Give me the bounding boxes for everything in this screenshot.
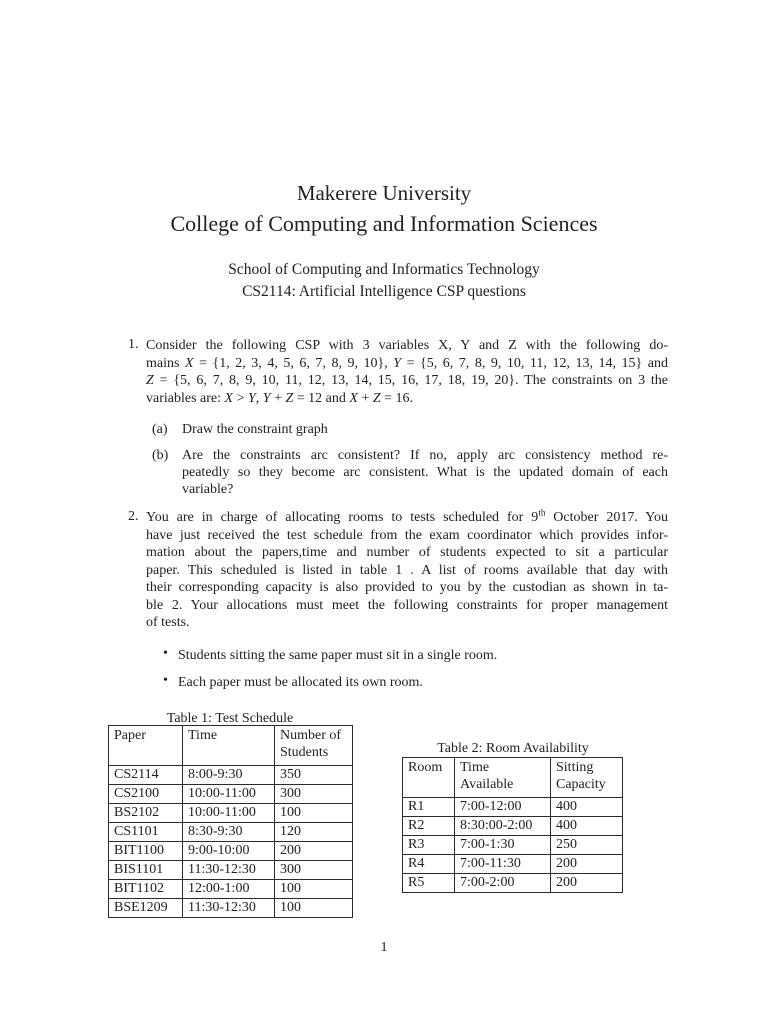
table-header-cell: Time (183, 726, 275, 766)
q1-line: variables are: X > Y, Y + Z = 12 and X + Z = 16. (146, 391, 414, 406)
table-cell: 8:30:00-2:00 (455, 817, 551, 836)
table-header-row (403, 758, 623, 798)
table-cell: CS1101 (109, 823, 183, 842)
q1-line: Consider the following CSP with 3 variables X, Y and Z with the following do- (146, 338, 668, 353)
table-cell: R5 (403, 874, 455, 893)
bullet-item: Each paper must be allocated its own room. (178, 675, 423, 690)
q1-number: 1. (128, 337, 139, 352)
table-row (403, 874, 623, 893)
table-cell: 100 (275, 804, 353, 823)
q2-line: mation about the papers,time and number of students expected to sit a particular (146, 545, 668, 560)
table-cell: 350 (275, 766, 353, 785)
table-cell: 7:00-1:30 (455, 836, 551, 855)
table-cell: 8:30-9:30 (183, 823, 275, 842)
table-cell: 100 (275, 880, 353, 899)
q1a-label: (a) (152, 422, 168, 437)
table-cell: 11:30-12:30 (183, 861, 275, 880)
q1b-line: Are the constraints arc consistent? If no, apply arc consistency method re- (182, 448, 668, 463)
table-cell: 250 (551, 836, 623, 855)
room-availability-table (402, 757, 623, 893)
table-cell: CS2100 (109, 785, 183, 804)
table-row (109, 823, 353, 842)
bullet-item: Students sitting the same paper must sit in a single room. (178, 648, 498, 663)
table-row (109, 880, 353, 899)
table-cell: R4 (403, 855, 455, 874)
table-row (109, 766, 353, 785)
table-cell: BIT1102 (109, 880, 183, 899)
test-schedule-table (108, 725, 353, 918)
table-cell: BIT1100 (109, 842, 183, 861)
table-cell: CS2114 (109, 766, 183, 785)
q2-line: paper. This scheduled is listed in table 1 . A list of rooms available that day with (146, 563, 668, 578)
university-title: Makerere University (296, 181, 472, 205)
page-number: 1 (380, 940, 388, 955)
table-row (403, 798, 623, 817)
table-header-row (109, 726, 353, 766)
table-cell: R2 (403, 817, 455, 836)
table-row (109, 842, 353, 861)
q2-line: ble 2. Your allocations must meet the following constraints for proper management (146, 598, 668, 613)
q2-line: of tests. (146, 615, 190, 630)
bullet-icon: • (163, 673, 168, 688)
table-row (109, 785, 353, 804)
table-cell: 9:00-10:00 (183, 842, 275, 861)
table-cell: R1 (403, 798, 455, 817)
table-cell: 400 (551, 798, 623, 817)
table-cell: 300 (275, 861, 353, 880)
table-header-cell: Paper (109, 726, 183, 766)
table-cell: 200 (551, 855, 623, 874)
table-cell: 10:00-11:00 (183, 804, 275, 823)
table-cell: 7:00-11:30 (455, 855, 551, 874)
table-cell: 7:00-12:00 (455, 798, 551, 817)
table-cell: 8:00-9:30 (183, 766, 275, 785)
q1b-line: peatedly so they become arc consistent. What is the updated domain of each (182, 465, 668, 480)
table1-caption: Table 1: Test Schedule (166, 711, 294, 726)
table-cell: 300 (275, 785, 353, 804)
q1a-text: Draw the constraint graph (182, 422, 328, 437)
school-subtitle: School of Computing and Informatics Technology (228, 261, 540, 278)
table-cell: BIS1101 (109, 861, 183, 880)
table-cell: 200 (275, 842, 353, 861)
table-header-cell: Room (403, 758, 455, 798)
q2-line: their corresponding capacity is also provided to you by the custodian as shown in ta- (146, 580, 668, 595)
table-cell: 100 (275, 899, 353, 918)
table-header-cell: Sitting Capacity (551, 758, 623, 798)
q1-line: mains X = {1, 2, 3, 4, 5, 6, 7, 8, 9, 10}, Y = {5, 6, 7, 8, 9, 10, 11, 12, 13, 14, 15} and (146, 356, 668, 371)
q1b-label: (b) (152, 448, 169, 463)
q2-line: You are in charge of allocating rooms to tests scheduled for 9th October 2017. You (146, 507, 669, 525)
table-cell: BS2102 (109, 804, 183, 823)
table-cell: R3 (403, 836, 455, 855)
table-cell: 200 (551, 874, 623, 893)
table-row (403, 855, 623, 874)
table-row (109, 804, 353, 823)
q1b-line: variable? (182, 482, 234, 497)
table-cell: 11:30-12:30 (183, 899, 275, 918)
table-cell: 12:00-1:00 (183, 880, 275, 899)
table-row (403, 817, 623, 836)
table-row (109, 899, 353, 918)
table-header-cell: Time Available (455, 758, 551, 798)
table-row (109, 861, 353, 880)
table-cell: 400 (551, 817, 623, 836)
table-cell: 10:00-11:00 (183, 785, 275, 804)
bullet-icon: • (163, 646, 168, 661)
q2-number: 2. (128, 509, 139, 524)
q1-line: Z = {5, 6, 7, 8, 9, 10, 11, 12, 13, 14, 15, 16, 17, 18, 19, 20}. The constraints on 3 the (146, 373, 668, 388)
table-row (403, 836, 623, 855)
q2-line: have just received the test schedule from the exam coordinator which provides infor- (146, 528, 668, 543)
table-cell: 120 (275, 823, 353, 842)
course-subtitle: CS2114: Artificial Intelligence CSP questions (242, 283, 526, 300)
table-header-cell: Number of Students (275, 726, 353, 766)
table-cell: 7:00-2:00 (455, 874, 551, 893)
table-cell: BSE1209 (109, 899, 183, 918)
college-title: College of Computing and Information Sciences (170, 211, 598, 236)
table2-caption: Table 2: Room Availability (437, 741, 589, 756)
